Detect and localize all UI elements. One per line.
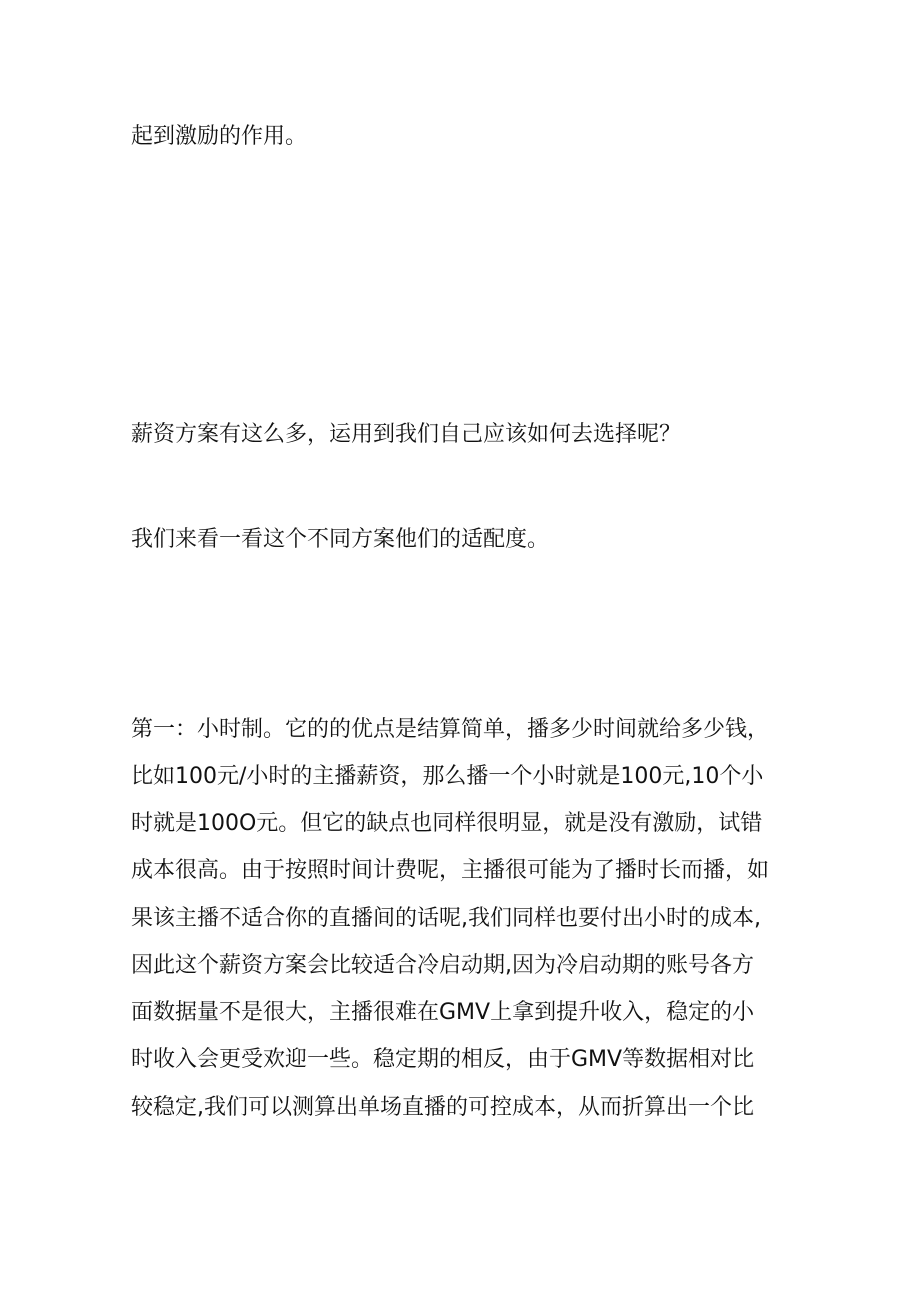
paragraph-incentive: 起到激励的作用。	[131, 124, 308, 149]
paragraph-line: 时就是100O元。但它的缺点也同样很明显，就是没有激励，试错	[131, 811, 763, 836]
paragraph-line: 时收入会更受欢迎一些。稳定期的相反，由于GMV等数据相对比	[131, 1047, 755, 1072]
paragraph-line: 比如100元/小时的主播薪资，那么播一个小时就是100元,10个小	[131, 764, 764, 789]
paragraph-line: 面数据量不是很大，主播很难在GMV上拿到提升收入，稳定的小	[131, 1000, 755, 1025]
paragraph-line: 第一：小时制。它的的优点是结算简单，播多少时间就给多少钱，	[131, 717, 770, 742]
paragraph-line: 较稳定,我们可以测算出单场直播的可控成本，从而折算出一个比	[131, 1095, 754, 1120]
paragraph-intro: 我们来看一看这个不同方案他们的适配度。	[131, 527, 550, 552]
paragraph-question: 薪资方案有这么多，运用到我们自己应该如何去选择呢？	[131, 422, 682, 447]
paragraph-line: 果该主播不适合你的直播间的话呢,我们同样也要付出小时的成本,	[131, 906, 761, 931]
paragraph-line: 因此这个薪资方案会比较适合冷启动期,因为冷启动期的账号各方	[131, 953, 754, 978]
paragraph-line: 成本很高。由于按照时间计费呢，主播很可能为了播时长而播，如	[131, 858, 770, 883]
